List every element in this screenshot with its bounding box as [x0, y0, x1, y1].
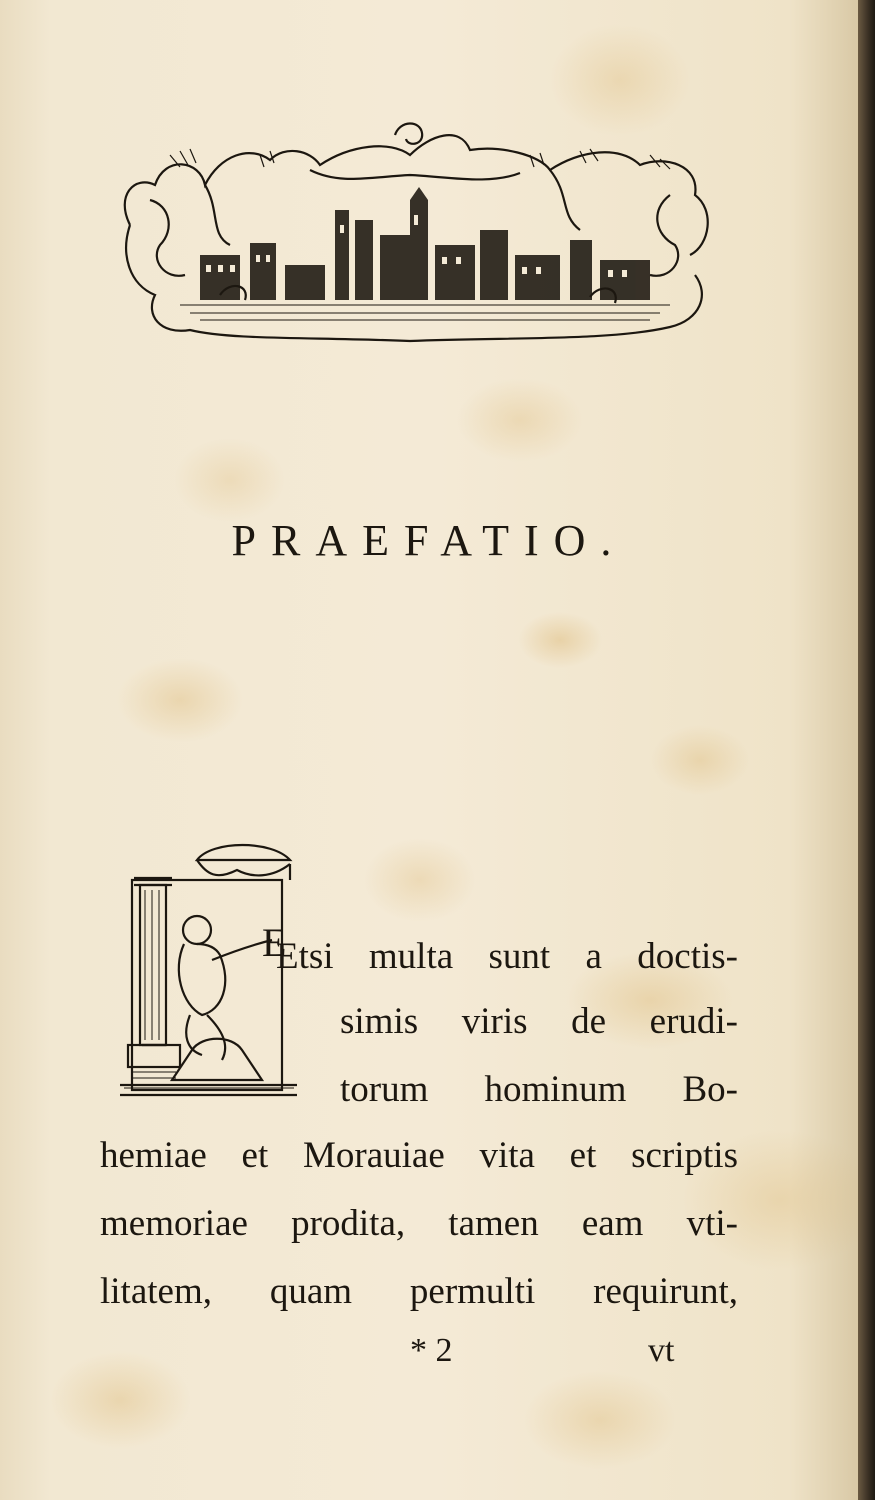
text-line-3: torum hominum Bo-	[340, 1069, 738, 1110]
initial-letter: E	[262, 920, 287, 965]
text-line-6: litatem, quam permulti requirunt,	[100, 1271, 738, 1312]
catchword: vt	[648, 1332, 675, 1369]
signature-mark: * 2	[410, 1332, 453, 1369]
text-line-4: hemiae et Morauiae vita et scriptis	[100, 1135, 738, 1176]
book-spine-edge	[858, 0, 875, 1500]
text-line-1: Etsi multa sunt a doctis-	[276, 936, 738, 977]
text-line-5: memoriae prodita, tamen eam vti-	[100, 1203, 738, 1244]
headpiece-ornament-icon	[110, 115, 720, 355]
page-title: PRAEFATIO.	[231, 516, 627, 565]
text-line-2: simis viris de erudi-	[340, 1001, 738, 1042]
